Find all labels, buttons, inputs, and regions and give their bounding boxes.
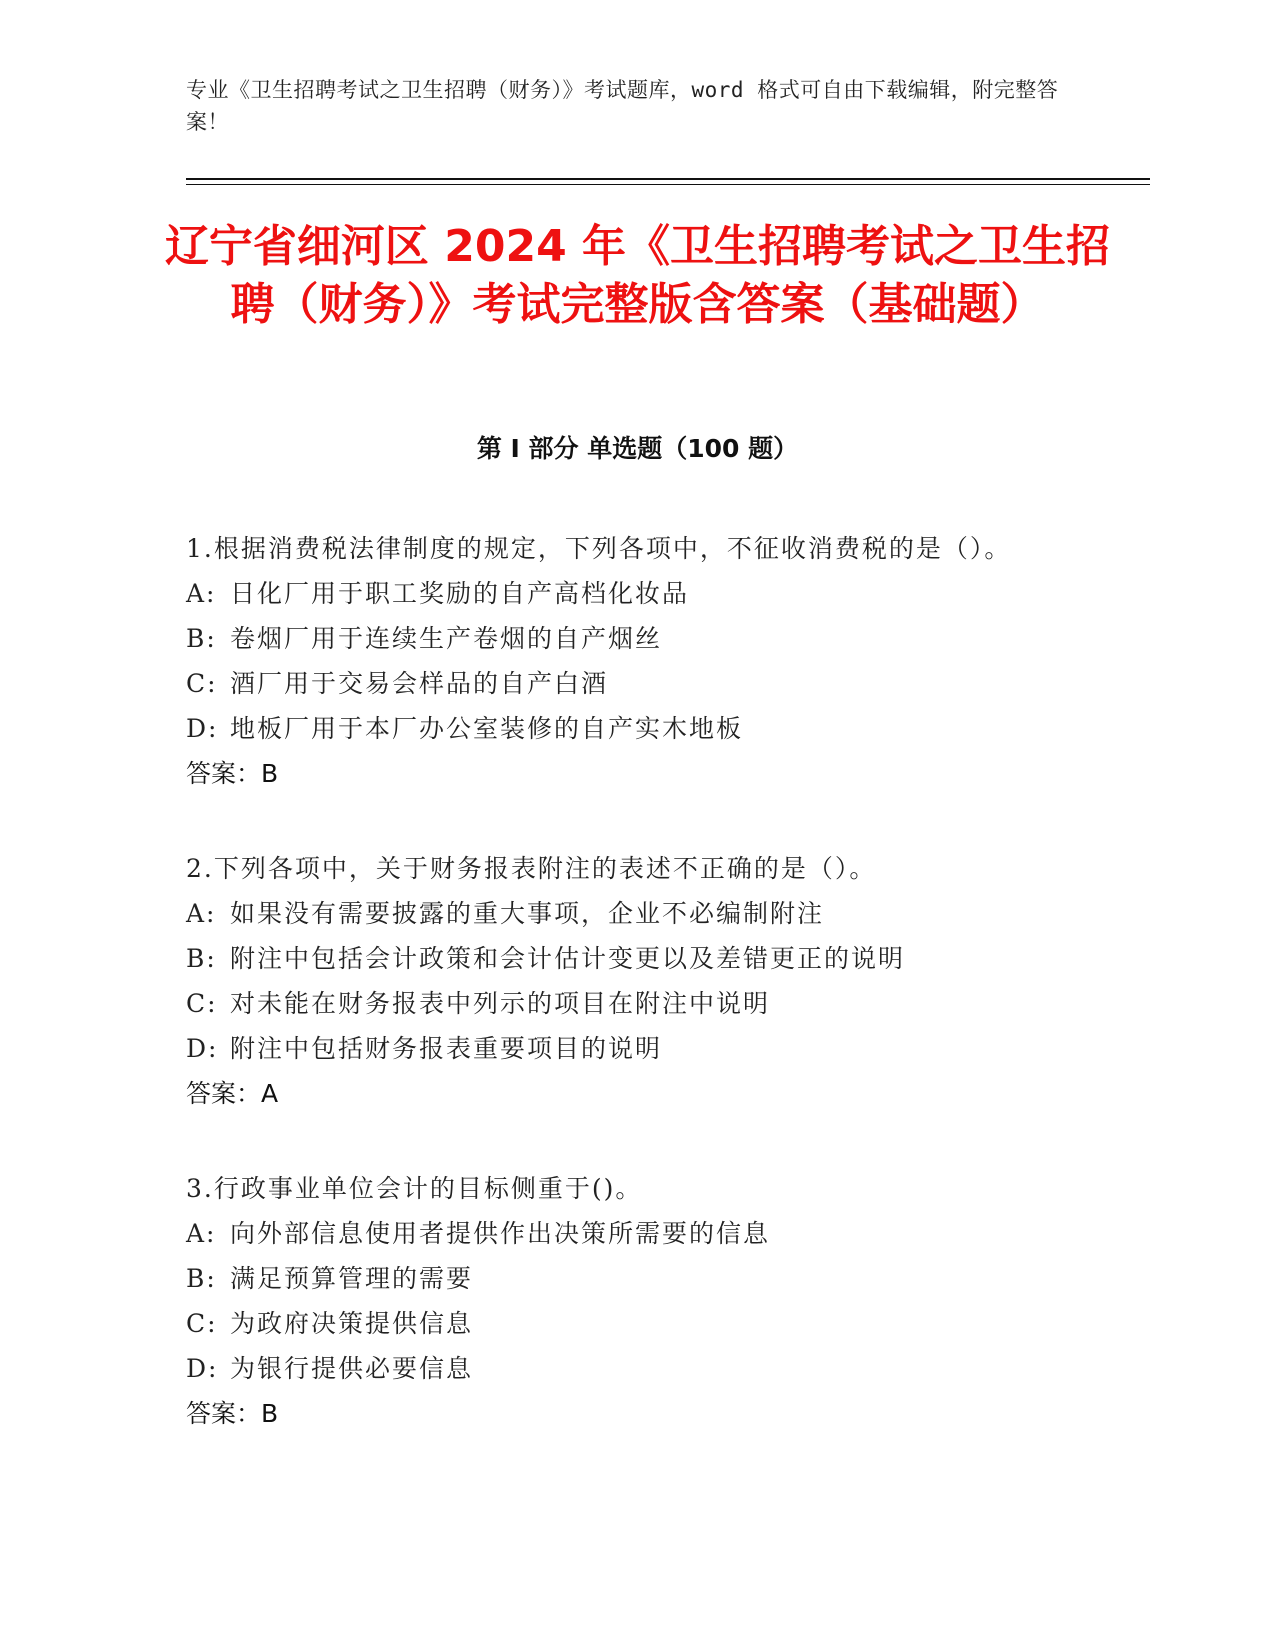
option-key: A: [186, 1219, 217, 1248]
option-key: C: [186, 1309, 218, 1338]
answer-line [186, 1391, 1086, 1436]
answer-value: B [261, 1399, 279, 1428]
option-text: 卷烟厂用于连续生产卷烟的自产烟丝 [230, 624, 663, 653]
option-key: A: [186, 579, 217, 608]
answer-label: 答案： [186, 1079, 262, 1108]
answer-value: A [261, 1079, 279, 1108]
question-text: 2.下列各项中，关于财务报表附注的表述不正确的是（）。 [186, 854, 877, 883]
option-c [186, 1301, 1086, 1346]
option-key: C: [186, 989, 218, 1018]
header-divider-thick [186, 178, 1150, 180]
question-2 [186, 846, 1086, 1116]
option-a [186, 891, 1086, 936]
option-key: B: [186, 1264, 217, 1293]
question-text: 3.行政事业单位会计的目标侧重于()。 [186, 1174, 643, 1203]
option-c [186, 981, 1086, 1026]
option-key: D: [186, 1354, 219, 1383]
option-d [186, 1346, 1086, 1391]
option-text: 对未能在财务报表中列示的项目在附注中说明 [230, 989, 771, 1018]
option-b [186, 616, 1086, 661]
option-key: B: [186, 944, 217, 973]
section-heading: 第 I 部分 单选题（100 题） [476, 434, 799, 463]
option-text: 如果没有需要披露的重大事项，企业不必编制附注 [230, 899, 825, 928]
option-a [186, 571, 1086, 616]
option-b [186, 936, 1086, 981]
option-text: 日化厂用于职工奖励的自产高档化妆品 [230, 579, 690, 608]
option-key: C: [186, 669, 218, 698]
option-text: 附注中包括会计政策和会计估计变更以及差错更正的说明 [230, 944, 906, 973]
option-c [186, 661, 1086, 706]
option-key: D: [186, 1034, 219, 1063]
question-3 [186, 1166, 1086, 1436]
answer-label: 答案： [186, 1399, 262, 1428]
question-text: 1.根据消费税法律制度的规定，下列各项中，不征收消费税的是（）。 [186, 534, 1012, 563]
option-text: 满足预算管理的需要 [230, 1264, 474, 1293]
option-text: 为政府决策提供信息 [230, 1309, 474, 1338]
option-text: 为银行提供必要信息 [230, 1354, 474, 1383]
option-a [186, 1211, 1086, 1256]
option-text: 酒厂用于交易会样品的自产白酒 [230, 669, 609, 698]
option-text: 向外部信息使用者提供作出决策所需要的信息 [230, 1219, 771, 1248]
answer-value: B [261, 759, 279, 788]
answer-label: 答案： [186, 759, 262, 788]
document-title: 辽宁省细河区 2024 年《卫生招聘考试之卫生招聘（财务）》考试完整版含答案（基础题） [164, 221, 1111, 330]
question-1 [186, 526, 1086, 796]
option-key: B: [186, 624, 217, 653]
option-d [186, 1026, 1086, 1071]
header-note: 专业《卫生招聘考试之卫生招聘（财务）》考试题库，word 格式可自由下载编辑，附完整答案！ [186, 78, 1059, 134]
option-key: A: [186, 899, 217, 928]
question-list [186, 526, 1086, 1486]
option-d [186, 706, 1086, 751]
option-b [186, 1256, 1086, 1301]
answer-line [186, 751, 1086, 796]
option-text: 地板厂用于本厂办公室装修的自产实木地板 [230, 714, 744, 743]
answer-line [186, 1071, 1086, 1116]
header-divider-thin [186, 184, 1150, 185]
option-text: 附注中包括财务报表重要项目的说明 [230, 1034, 663, 1063]
option-key: D: [186, 714, 219, 743]
